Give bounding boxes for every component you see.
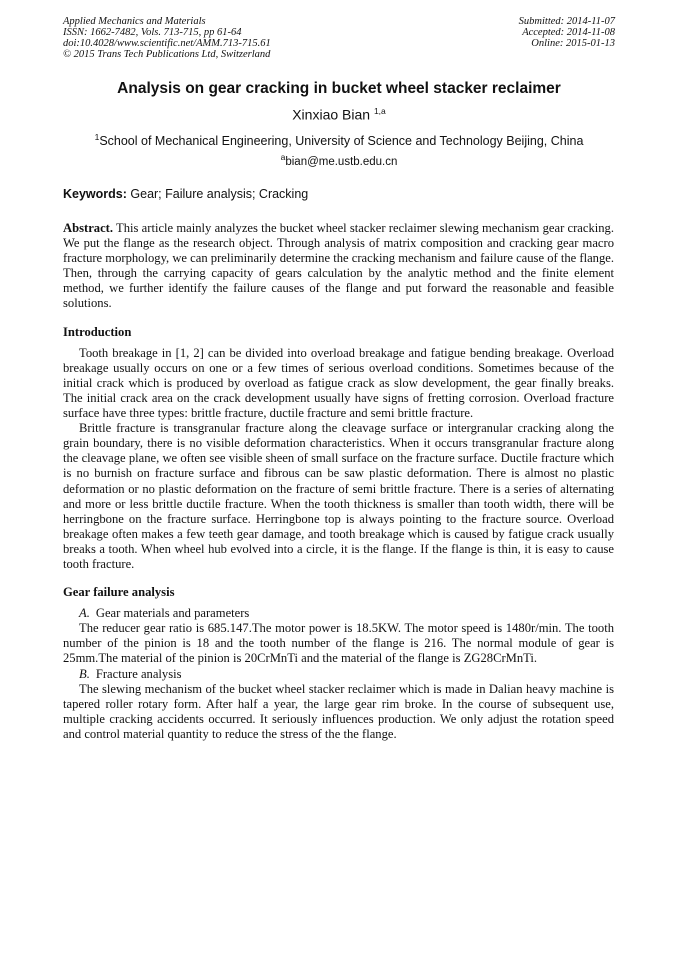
section-heading-gear-failure: Gear failure analysis [63, 585, 175, 600]
intro-paragraph-1: Tooth breakage in [1, 2] can be divided into overload breakage and fatigue bending breakage. Overload breakage usually occurs on one or a few times of serious overload conditions. Sometimes because of the initial crack which is produced by overload as fatigue crack as slow development, the gear finally breaks. The initial crack area on the crack development usually have signs of fretting corrosion. Overload fracture surface have three types: brittle fracture, ductile fracture and semi brittle fracture. [63, 345, 614, 421]
abstract-label: Abstract. [63, 221, 114, 235]
dates-header [519, 16, 615, 49]
subsection-b-letter: B. [79, 666, 90, 681]
affiliation-sup: 1 [94, 132, 100, 142]
journal-header [63, 16, 271, 60]
accepted-date: Accepted: 2014-11-08 [522, 27, 615, 38]
paper-title: Analysis on gear cracking in bucket wheel stacker reclaimer [117, 80, 561, 97]
subsection-a-title: Gear materials and parameters [95, 606, 250, 621]
keywords-text: Gear; Failure analysis; Cracking [130, 187, 309, 201]
author-line [0, 106, 678, 123]
fracture-analysis-paragraph: The slewing mechanism of the bucket wheel stacker reclaimer which is made in Dalian heavy machine is tapered roller rotary form. After half a year, the large gear rim broke. In the course of subsequent use, multiple cracking accidents occurred. It seriously influences production. We only adjust the rotation speed and control material quantity to reduce the stress of the the flange. [63, 681, 614, 741]
author-name: Xinxiao Bian [292, 106, 371, 123]
gear-params-paragraph: The reducer gear ratio is 685.147.The motor power is 18.5KW. The motor speed is 1480r/min. The tooth number of the pinion is 18 and the tooth number of the flange is 216. The normal module of gear is 25mm.The material of the pinion is 20CrMnTi and the material of the flange is ZG28CrMnTi. [63, 621, 614, 666]
subsection-b [63, 667, 614, 682]
intro-paragraph-2: Brittle fracture is transgranular fracture along the cleavage surface or intergranular cracking along the grain boundary, there is no visible deformation characteristics. When it occurs transgranular fracture along the cleavage plane, we often see visible sheen of small surface on the fracture surface. Ductile fracture which is no burnish on fracture surface and fibrous can be saw plastic deformation. There is almost no plastic deformation or no plastic deformation on the fracture of semi brittle fracture. There is a series of alternating and more or less brittle ductile fracture. When the tooth thickness is smaller than tooth width, there will be herringbone on the fracture surface. Herringbone top is always pointing to the fracture source. Overload breakage often makes a few teeth gear damage, and tooth breakage which is caused by fatigue crack usually breaks a tooth. When wheel hub evolved into a circle, it is the flange. If the flange is thin, it is easy to cause tooth fracture. [63, 421, 614, 571]
subsection-b-title: Fracture analysis [95, 666, 182, 681]
submitted-date: Submitted: 2014-11-07 [518, 16, 615, 27]
section-heading-introduction: Introduction [63, 324, 132, 339]
issn: ISSN: 1662-7482, Vols. 713-715, pp 61-64 [63, 27, 242, 38]
doi: doi:10.4028/www.scientific.net/AMM.713-715.61 [63, 38, 271, 49]
abstract-text: This article mainly analyzes the bucket wheel stacker reclaimer slewing mechanism gear cracking. We put the flange as the research object. Through analysis of matrix composition and cracking gear macro fracture morphology, we can preliminarily determine the cracking mechanism and failure cause of the flange. Then, through the carrying capacity of gears calculation by the analytic method and the finite element method, we further identify the failure causes of the flange and put forward the reasonable and feasible solutions. [63, 221, 615, 311]
affiliation [0, 132, 678, 148]
abstract [63, 221, 614, 312]
online-date: Online: 2015-01-13 [531, 38, 615, 49]
subsection-a-letter: A. [79, 606, 90, 621]
journal-name: Applied Mechanics and Materials [63, 16, 206, 27]
copyright: © 2015 Trans Tech Publications Ltd, Switzerland [63, 49, 271, 60]
body-content [63, 221, 614, 742]
email-text: bian@me.ustb.edu.cn [285, 155, 398, 168]
keywords-label: Keywords: [63, 187, 127, 201]
keywords [63, 187, 615, 201]
email-sup: a [280, 152, 286, 162]
subsection-a [63, 606, 614, 621]
email [0, 152, 678, 168]
affiliation-text: School of Mechanical Engineering, University of Science and Technology Beijing, China [99, 134, 584, 149]
author-sup: 1,a [373, 106, 386, 116]
